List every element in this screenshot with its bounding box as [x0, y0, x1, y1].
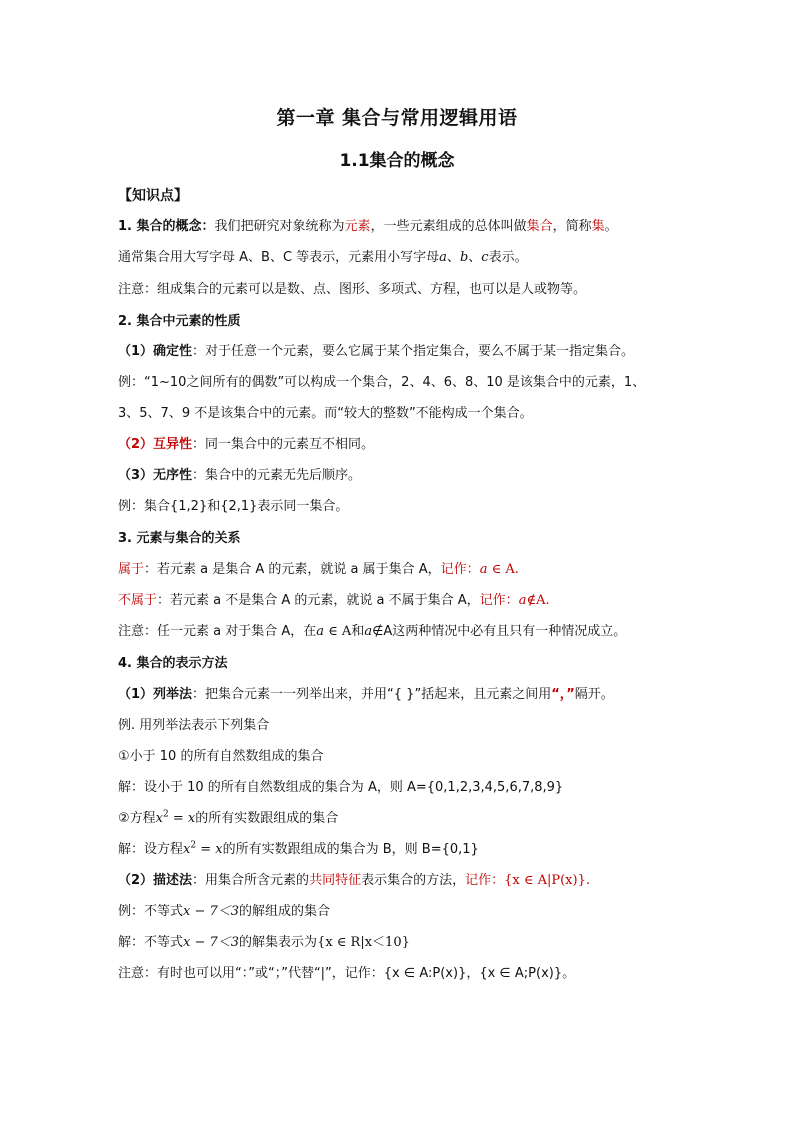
s4-m1	[118, 685, 614, 705]
s1-colon: ：	[201, 219, 215, 234]
m2-text: ：用集合所含元素的	[192, 873, 310, 888]
s4-a1: 解：设小于 10 的所有自然数组成的集合为 A，则 A={0,1,2,3,4,5,6,7,8,9}	[118, 780, 564, 795]
sep1: 、	[446, 250, 460, 265]
m1-comma: “，”	[551, 687, 575, 702]
q2a: ②方程	[118, 811, 156, 826]
section-title: 1.1集合的概念	[339, 151, 455, 171]
a2b: 的所有实数跟组成的集合为 B，则 B={0,1}	[222, 842, 479, 857]
a3-eq: x − 7＜3	[183, 935, 240, 950]
in-text: ：若元素 a 是集合 A 的元素，就说 a 属于集合 A，	[144, 562, 441, 577]
s1-t2: ，一些元素组成的总体叫做	[370, 219, 527, 234]
ex3-eq: x − 7＜3	[183, 904, 240, 919]
a3-set: {x ∈ R|x＜10}	[317, 935, 410, 950]
s1-line1	[118, 217, 618, 237]
q2b: 的所有实数跟组成的集合	[195, 811, 339, 826]
a3a: 解：不等式	[118, 935, 184, 950]
m2-text2: 表示集合的方法，	[361, 873, 466, 888]
s2-p2	[118, 435, 374, 455]
a2-sup: 2	[190, 840, 197, 851]
p2-text: ：同一集合中的元素互不相同。	[192, 437, 375, 452]
s1-line3: 注意：组成集合的元素可以是数、点、图形、多项式、方程，也可以是人或物等。	[118, 282, 587, 297]
a3b: 的解集表示为	[239, 935, 318, 950]
var-c: c	[481, 250, 489, 265]
in-symbol: ∈ A.	[487, 562, 519, 577]
m2-label: （2）描述法	[118, 873, 193, 888]
s2-ex1b: 3、5、7、9 不是该集合中的元素。而“较大的整数”不能构成一个集合。	[118, 406, 533, 421]
p3-label: （3）无序性	[118, 468, 193, 483]
s4-ex3	[118, 902, 330, 922]
a2-x: x	[183, 842, 191, 857]
s2-ex2: 例：集合{1,2}和{2,1}表示同一集合。	[118, 499, 349, 514]
ex3a: 例：不等式	[118, 904, 184, 919]
p2-label: （2）互异性	[118, 437, 193, 452]
s4-m2	[118, 871, 590, 891]
term-element: 元素	[344, 219, 371, 234]
p3-text: ：集合中的元素无先后顺序。	[192, 468, 362, 483]
sep2: 、	[468, 250, 482, 265]
s3-notin	[118, 591, 550, 611]
s1-t1: 我们把研究对象统称为	[214, 219, 345, 234]
s4-q2	[118, 809, 338, 829]
note-b: ∈ A和	[324, 624, 365, 639]
s1-t3: ，简称	[552, 219, 592, 234]
m1-text: ：把集合元素一一列举出来，并用“{ }”括起来，且元素之间用	[192, 687, 552, 702]
p1-label: （1）确定性	[118, 344, 193, 359]
p1-text: ：对于任意一个元素，要么它属于某个指定集合，要么不属于某一指定集合。	[192, 344, 635, 359]
s1-heading: 1. 集合的概念	[118, 219, 202, 234]
s4-a3	[118, 933, 410, 953]
s4-note: 注意：有时也可以用“：”或“；”代替“|”，记作：{x ∈ A:P(x)}，{x ∈ A;P(x)}。	[118, 966, 576, 981]
term-set: 集合	[526, 219, 553, 234]
m1-label: （1）列举法	[118, 687, 193, 702]
m1-end: 隔开。	[574, 687, 614, 702]
s4-heading: 4. 集合的表示方法	[118, 656, 228, 671]
ex3b: 的解组成的集合	[239, 904, 331, 919]
s4-q1: ①小于 10 的所有自然数组成的集合	[118, 749, 324, 764]
s3-heading: 3. 元素与集合的关系	[118, 531, 241, 546]
note-x1: a	[316, 624, 325, 639]
a2a: 解：设方程	[118, 842, 184, 857]
note-c: ∉A这两种情况中必有且只有一种情况成立。	[372, 624, 627, 639]
s2-p1	[118, 342, 634, 362]
s2-ex1a: 例：“1~10之间所有的偶数”可以构成一个集合，2、4、6、8、10 是该集合中的元素，1、	[118, 375, 646, 390]
s1-t4: 。	[604, 219, 618, 234]
s2-p3	[118, 466, 361, 486]
term-set-short: 集	[591, 219, 605, 234]
s1-line2a: 通常集合用大写字母 A、B、C 等表示，元素用小写字母	[118, 250, 440, 265]
note-x2: a	[364, 624, 373, 639]
s3-note	[118, 622, 626, 642]
var-a: a	[439, 250, 447, 265]
var-b: b	[459, 250, 469, 265]
q2-x: x	[155, 811, 163, 826]
s4-ex-title: 例. 用列举法表示下列集合	[118, 718, 270, 733]
a2-eq2: = x	[196, 842, 223, 857]
notin-text: ：若元素 a 不是集合 A 的元素，就说 a 不属于集合 A，	[157, 593, 480, 608]
notin-label: 不属于	[118, 593, 158, 608]
s1-line2b: 表示。	[488, 250, 528, 265]
s1-line2	[118, 248, 528, 268]
s2-heading: 2. 集合中元素的性质	[118, 314, 241, 329]
chapter-title: 第一章 集合与常用逻辑用语	[276, 107, 518, 129]
knowledge-header: 【知识点】	[118, 188, 188, 204]
s4-a2	[118, 840, 479, 860]
q2-eq2: = x	[168, 811, 196, 826]
s3-in	[118, 560, 519, 580]
note-a: 注意：任一元素 a 对于集合 A，在	[118, 624, 317, 639]
in-note: 记作：	[440, 562, 480, 577]
in-a: a	[479, 562, 488, 577]
m2-red: 共同特征	[309, 873, 362, 888]
q2-sup: 2	[163, 809, 169, 820]
notin-a: a	[518, 593, 527, 608]
m2-note: 记作：{x ∈ A|P(x)}.	[465, 873, 590, 888]
notin-symbol: ∉A.	[526, 593, 550, 608]
notin-note: 记作：	[479, 593, 519, 608]
in-label: 属于	[118, 562, 145, 577]
